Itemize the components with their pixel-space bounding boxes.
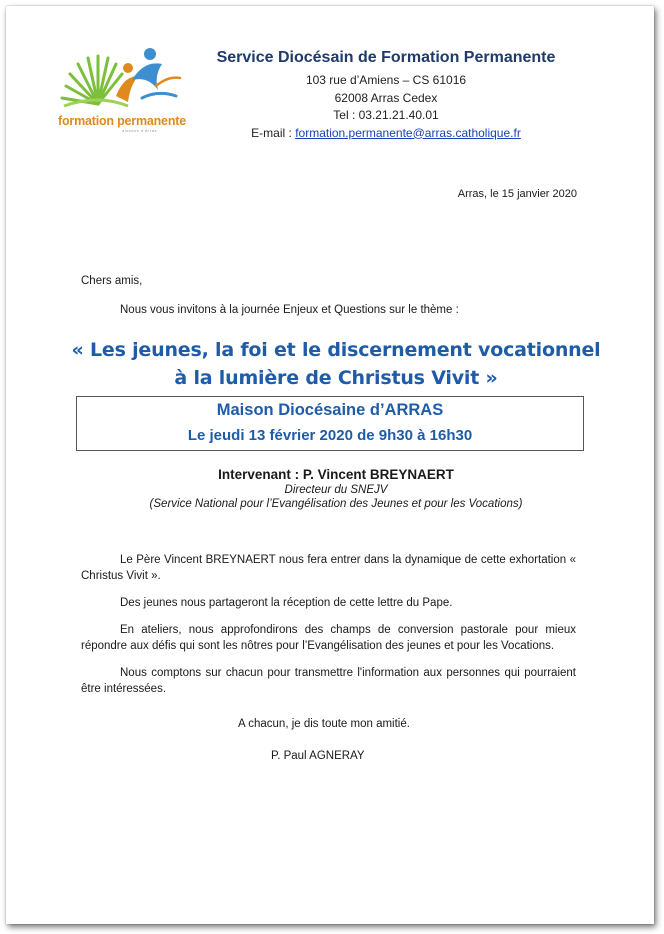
address-line-2: 62008 Arras Cedex	[334, 90, 438, 105]
speaker-role: Directeur du SNEJV	[284, 484, 388, 496]
speaker-block	[66, 467, 606, 510]
email-line	[211, 125, 561, 143]
event-details-box	[76, 396, 584, 451]
logo	[58, 46, 188, 141]
paragraph: En ateliers, nous approfondirons des champs de conversion pastorale pour mieux répondre aux défis qui sont les nôtres pour l’Evangélisation des jeunes et pour les Vocations.	[81, 624, 576, 652]
signature: P. Paul AGNERAY	[271, 750, 365, 762]
event-theme	[66, 336, 606, 392]
theme-line-2: à la lumière de Christus Vivit »	[174, 367, 498, 389]
logo-subtext: diocèse d'Arras	[122, 128, 157, 133]
letterhead	[211, 49, 561, 142]
logo-text: formation permanente	[58, 114, 186, 128]
organization-name: Service Diocésain de Formation Permanente	[216, 49, 556, 66]
paragraph: Des jeunes nous partageront la réception de cette lettre du Pape.	[120, 597, 453, 609]
theme-line-1: « Les jeunes, la foi et le discernement vocationnel	[71, 339, 601, 361]
letter-date: Arras, le 15 janvier 2020	[457, 188, 577, 200]
speaker-organization: (Service National pour l’Evangélisation des Jeunes et pour les Vocations)	[149, 498, 523, 510]
paragraph: Nous comptons sur chacun pour transmettre l'information aux personnes qui pourraient être intéressées.	[81, 667, 576, 695]
email-link[interactable]: formation.permanente@arras.catholique.fr	[295, 125, 521, 140]
logo-sun-icon	[58, 46, 188, 116]
paragraph: Le Père Vincent BREYNAERT nous fera entrer dans la dynamique de cette exhortation « Christus Vivit ».	[81, 554, 576, 582]
email-label: E-mail :	[251, 125, 296, 140]
address-line-1: 103 rue d’Amiens – CS 61016	[305, 73, 467, 87]
closing-line: A chacun, je dis toute mon amitié.	[238, 718, 410, 730]
event-place: Maison Diocésaine d’ARRAS	[216, 401, 444, 419]
speaker-name: Intervenant : P. Vincent BREYNAERT	[218, 467, 454, 482]
letter-body	[81, 552, 576, 708]
letter-page	[6, 6, 654, 924]
event-date-time: Le jeudi 13 février 2020 de 9h30 à 16h30	[187, 427, 473, 444]
invitation-text: Nous vous invitons à la journée Enjeux et Questions sur le thème :	[120, 304, 459, 316]
greeting: Chers amis,	[81, 275, 143, 287]
phone-number: Tel : 03.21.21.40.01	[333, 108, 439, 122]
